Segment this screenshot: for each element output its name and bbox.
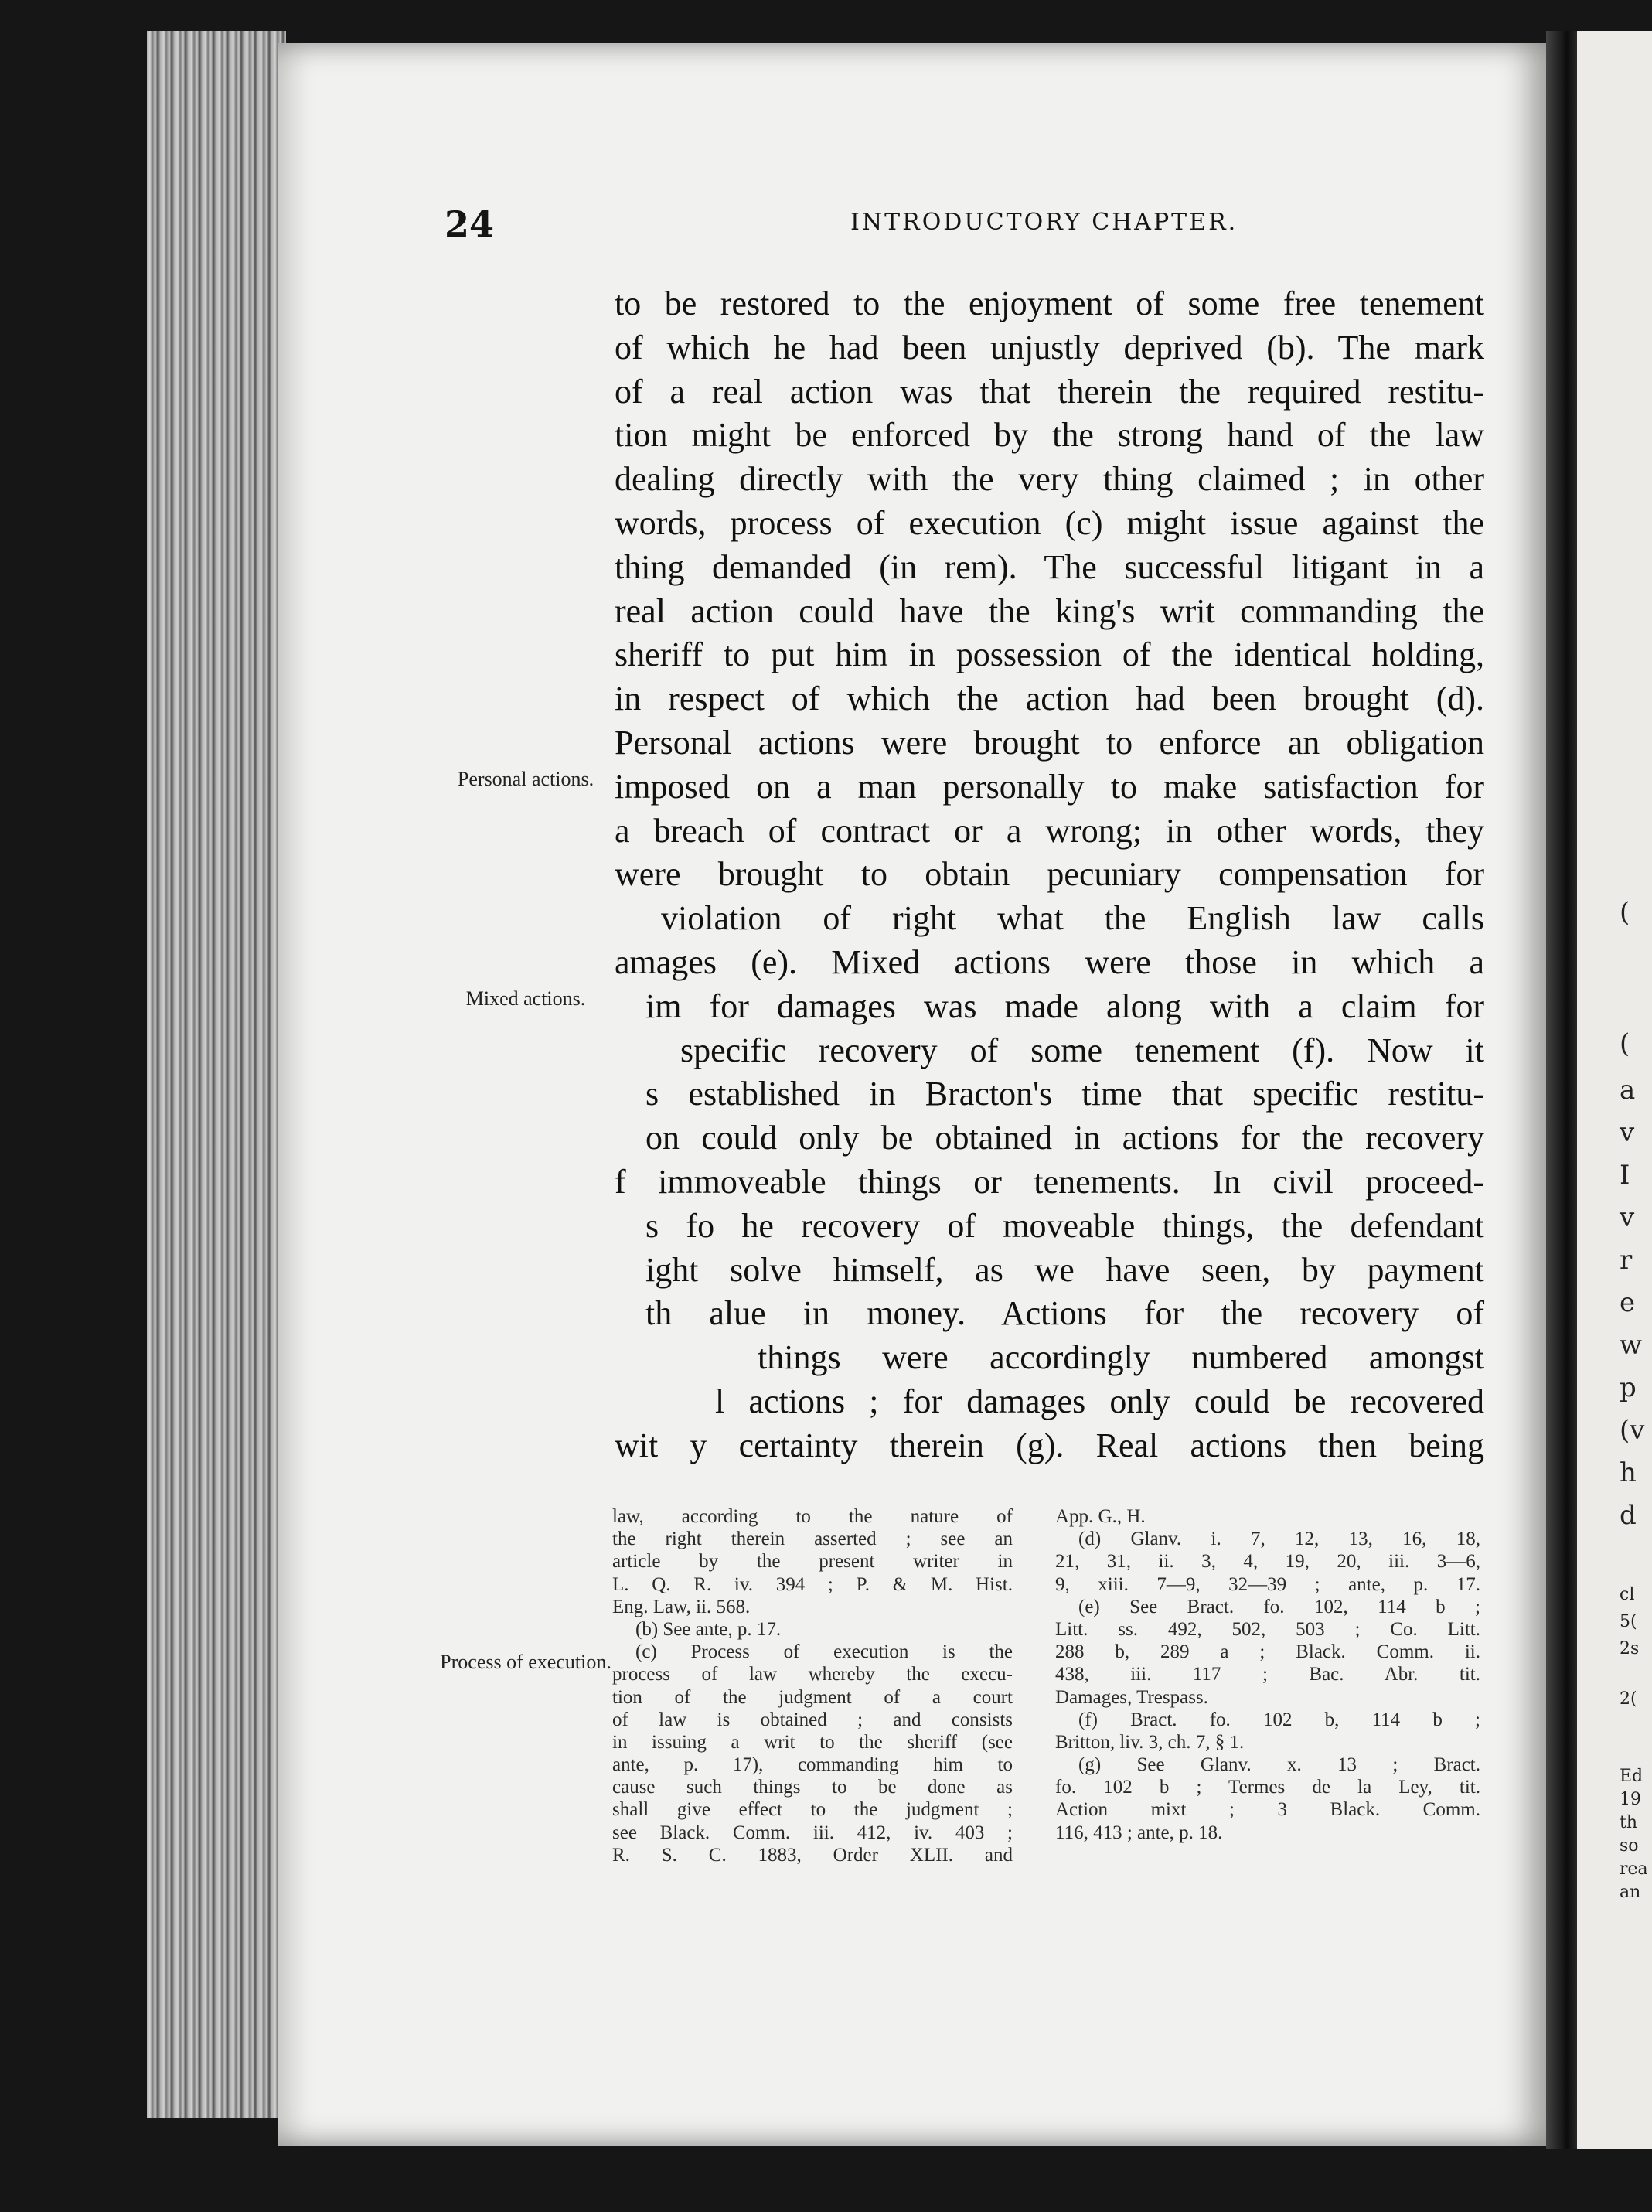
adjacent-glyph: I	[1620, 1160, 1630, 1191]
body-line: Personal actions were brought to enforce an obligation	[615, 723, 1484, 762]
adjacent-glyph: p	[1620, 1372, 1637, 1403]
footnote-line: the right therein asserted ; see an	[612, 1529, 1013, 1550]
adjacent-glyph: an	[1620, 1883, 1641, 1902]
body-line: amages (e). Mixed actions were those in which a	[615, 942, 1484, 981]
body-line: th alue in money. Actions for the recovery of	[645, 1294, 1484, 1333]
footnote-line: in issuing a writ to the sheriff (see	[612, 1731, 1013, 1753]
binding-gutter-shadow	[1546, 31, 1581, 2149]
adjacent-glyph: 19	[1620, 1790, 1641, 1809]
body-line: violation of right what the English law calls	[661, 899, 1484, 938]
footnote-line: article by the present writer in	[612, 1551, 1013, 1573]
adjacent-glyph: th	[1620, 1813, 1638, 1832]
adjacent-glyph: so	[1620, 1836, 1639, 1856]
body-line: s established in Bracton's time that specific restitu-	[645, 1075, 1484, 1113]
adjacent-page-fragment	[1577, 31, 1652, 2149]
adjacent-glyph: 2(	[1620, 1689, 1637, 1709]
page-number: 24	[445, 203, 495, 245]
page-edges-stack	[147, 31, 286, 2118]
body-line: tion might be enforced by the strong hand of the law	[615, 416, 1484, 455]
body-line: on could only be obtained in actions for the recovery	[645, 1119, 1484, 1157]
body-line: sheriff to put him in possession of the identical holding,	[615, 636, 1484, 674]
body-line: were brought to obtain pecuniary compensation for	[615, 855, 1484, 894]
footnotes-right-column	[1055, 1505, 1480, 1844]
body-line: specific recovery of some tenement (f). Now it	[680, 1031, 1484, 1069]
body-line: f immoveable things or tenements. In civil proceed-	[615, 1162, 1484, 1201]
adjacent-glyph: e	[1620, 1287, 1636, 1318]
footnote-line: 9, xiii. 7—9, 32—39 ; ante, p. 17.	[1055, 1573, 1480, 1595]
adjacent-glyph: Ed	[1620, 1767, 1643, 1786]
footnote-line: see Black. Comm. iii. 412, iv. 403 ;	[612, 1822, 1013, 1843]
adjacent-glyph: rea	[1620, 1859, 1648, 1879]
body-line: s fo he recovery of moveable things, the defendant	[645, 1206, 1484, 1245]
body-line: of which he had been unjustly deprived (b). The mark	[615, 328, 1484, 366]
adjacent-glyph: r	[1620, 1245, 1633, 1276]
body-line: to be restored to the enjoyment of some free tenement	[615, 285, 1484, 322]
body-line: ight solve himself, as we have seen, by payment	[645, 1250, 1484, 1289]
body-line: thing demanded (in rem). The successful litigant in a	[615, 547, 1484, 586]
book-page	[278, 43, 1554, 2146]
footnote-line: App. G., H.	[1055, 1506, 1146, 1527]
adjacent-glyph: 2s	[1620, 1639, 1640, 1658]
footnote-line: cause such things to be done as	[612, 1777, 1013, 1798]
footnote-line: process of law whereby the execu-	[612, 1664, 1013, 1685]
body-line: imposed on a man personally to make satisfaction for	[615, 767, 1484, 806]
footnote-line: Litt. ss. 492, 502, 503 ; Co. Litt.	[1055, 1618, 1480, 1640]
adjacent-glyph: h	[1620, 1457, 1637, 1488]
adjacent-glyph: w	[1620, 1330, 1643, 1361]
footnote-line: (c) Process of execution is the	[635, 1641, 1013, 1663]
footnote-line: Damages, Trespass.	[1055, 1686, 1208, 1708]
body-line: a breach of contract or a wrong; in other words, they	[615, 811, 1484, 850]
body-line: dealing directly with the very thing claimed ; in other	[615, 460, 1484, 499]
footnote-line: R. S. C. 1883, Order XLII. and	[612, 1844, 1013, 1866]
footnote-line: (b) See ante, p. 17.	[635, 1618, 782, 1640]
body-line: real action could have the king's writ commanding the	[615, 591, 1484, 630]
footnote-line: ante, p. 17), commanding him to	[612, 1754, 1013, 1776]
adjacent-glyph: (	[1620, 897, 1630, 928]
margin-note-process-of-execution: Process of execution.	[440, 1651, 611, 1673]
footnote-line: Eng. Law, ii. 568.	[612, 1596, 751, 1617]
body-line: wit y certainty therein (g). Real actions then being	[615, 1426, 1484, 1464]
body-line: l actions ; for damages only could be recovered	[715, 1382, 1484, 1420]
footnote-line: L. Q. R. iv. 394 ; P. & M. Hist.	[612, 1573, 1013, 1595]
margin-note-personal-actions: Personal actions.	[457, 768, 594, 790]
body-line: of a real action was that therein the required restitu-	[615, 372, 1484, 411]
footnote-line: (f) Bract. fo. 102 b, 114 b ;	[1078, 1709, 1480, 1730]
margin-note-mixed-actions: Mixed actions.	[465, 987, 586, 1010]
adjacent-glyph: (	[1620, 1028, 1630, 1059]
footnote-line: shall give effect to the judgment ;	[612, 1799, 1013, 1821]
footnote-line: Action mixt ; 3 Black. Comm.	[1055, 1799, 1480, 1821]
footnote-line: of law is obtained ; and consists	[612, 1709, 1013, 1730]
footnote-line: 288 b, 289 a ; Black. Comm. ii.	[1055, 1641, 1480, 1663]
running-head: INTRODUCTORY CHAPTER.	[850, 209, 1238, 236]
footnote-line: law, according to the nature of	[612, 1506, 1013, 1527]
footnote-line: fo. 102 b ; Termes de la Ley, tit.	[1055, 1777, 1480, 1798]
adjacent-glyph: d	[1620, 1500, 1637, 1531]
footnote-line: 116, 413 ; ante, p. 18.	[1055, 1822, 1223, 1843]
footnote-line: (e) See Bract. fo. 102, 114 b ;	[1078, 1596, 1480, 1617]
body-line: in respect of which the action had been brought (d).	[615, 680, 1484, 718]
body-line: im for damages was made along with a claim for	[645, 987, 1484, 1025]
footnote-line: 21, 31, ii. 3, 4, 19, 20, iii. 3—6,	[1055, 1551, 1480, 1573]
adjacent-glyph: v	[1620, 1202, 1635, 1233]
footnote-line: tion of the judgment of a court	[612, 1686, 1013, 1708]
footnotes-left-column	[612, 1505, 1013, 1866]
footnote-line: (d) Glanv. i. 7, 12, 13, 16, 18,	[1078, 1529, 1480, 1550]
adjacent-glyph: 5(	[1620, 1612, 1637, 1631]
adjacent-glyph: a	[1620, 1075, 1636, 1106]
footnote-line: 438, iii. 117 ; Bac. Abr. tit.	[1055, 1664, 1480, 1685]
adjacent-glyph: cl	[1620, 1585, 1635, 1604]
body-text	[615, 282, 1484, 1468]
adjacent-glyph: (v	[1620, 1415, 1645, 1446]
body-line: things were accordingly numbered amongst	[758, 1338, 1484, 1377]
body-line: words, process of execution (c) might issue against the	[615, 503, 1484, 542]
footnote-line: (g) See Glanv. x. 13 ; Bract.	[1078, 1754, 1480, 1776]
adjacent-glyph: v	[1620, 1117, 1635, 1148]
footnote-line: Britton, liv. 3, ch. 7, § 1.	[1055, 1731, 1245, 1753]
